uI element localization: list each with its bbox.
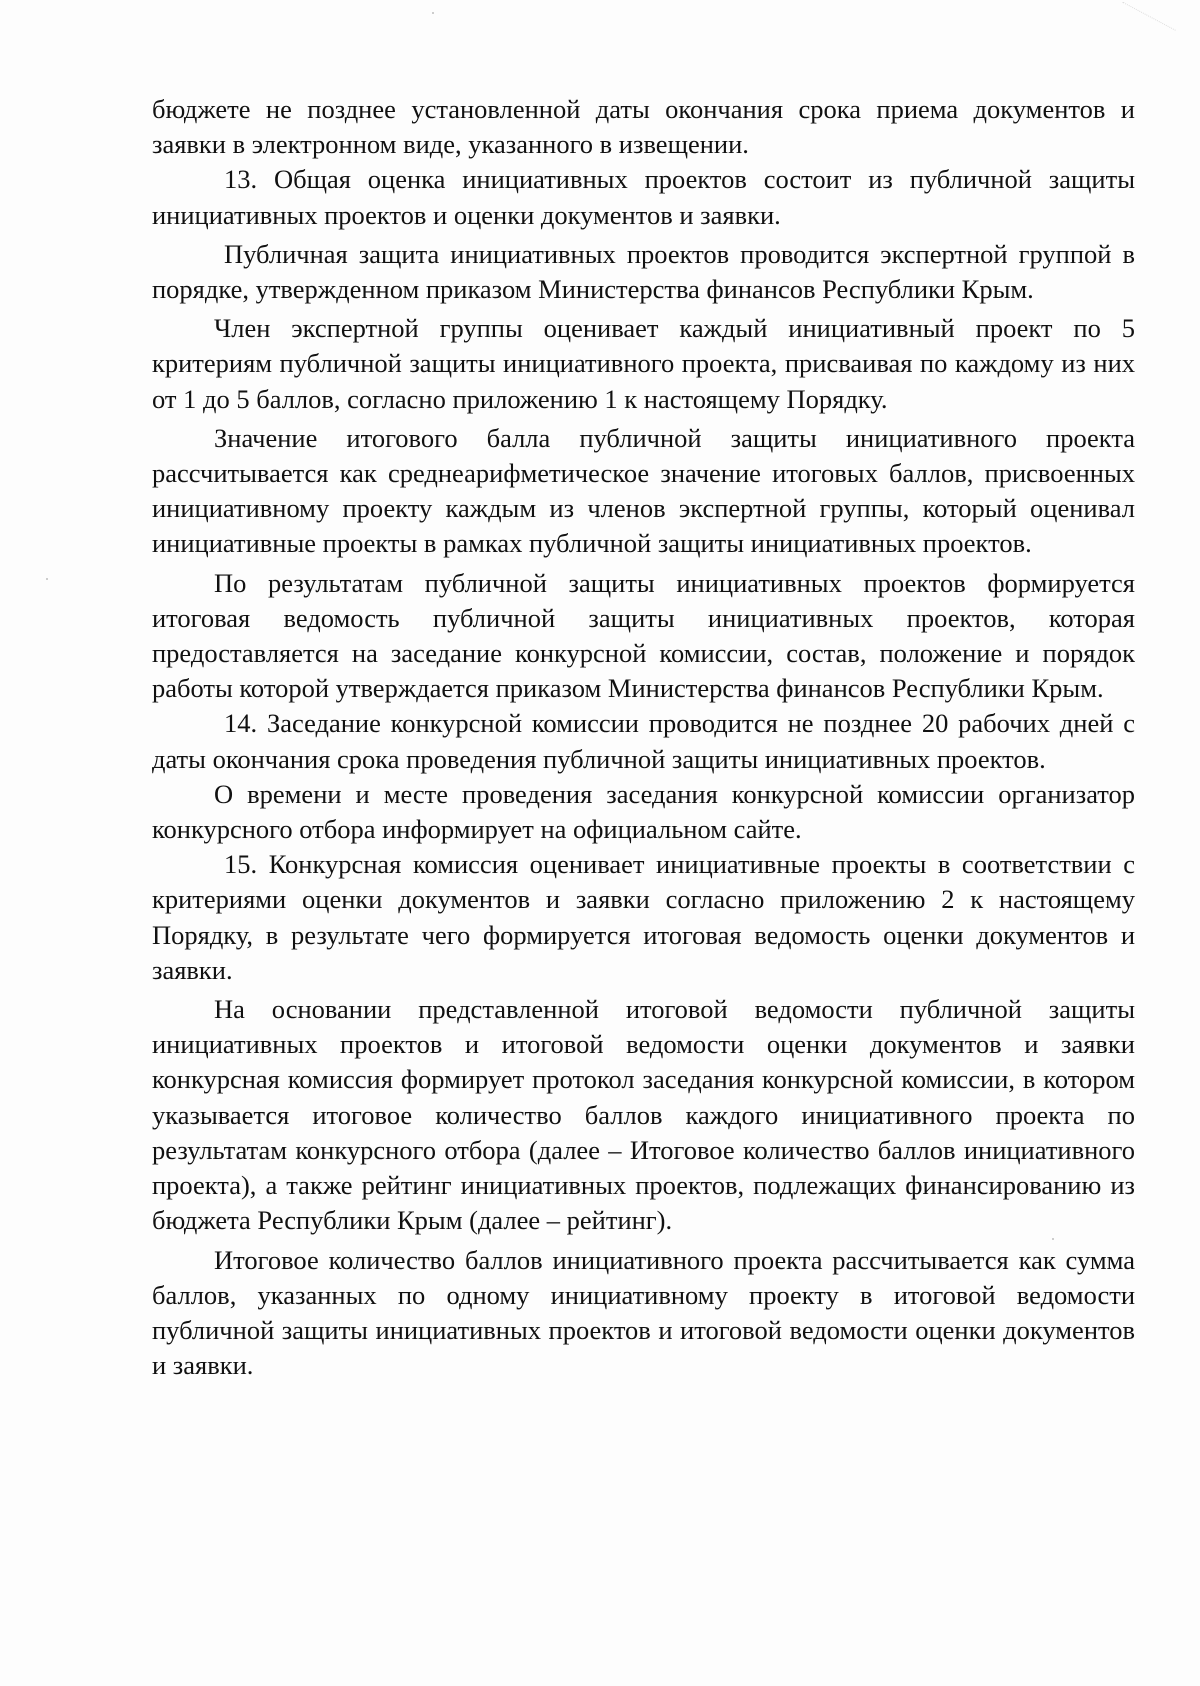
document-body <box>152 92 1135 1383</box>
paragraph-13: 13. Общая оценка инициативных проектов состоит из публичной защиты инициативных проектов и оценки документов и заявки. <box>152 164 1135 230</box>
scan-speck <box>46 578 48 580</box>
paragraph-total-points: Итоговое количество баллов инициативного проекта рассчитывается как сумма баллов, указанных по одному инициативному проекту в итоговой ведомости публичной защиты инициативных проектов и итоговой ведомости оценки документов и заявки. <box>152 1244 1135 1381</box>
paragraph-final-score: Значение итогового балла публичной защиты инициативного проекта рассчитывается как среднеарифметическое значение итоговых баллов, присвоенных инициативному проекту каждым из членов экспертной группы, который оценивал инициативные проекты в рамках публичной защиты инициативных проектов. <box>152 422 1135 559</box>
paragraph-public-defense: Публичная защита инициативных проектов проводится экспертной группой в порядке, утвержденном приказом Министерства финансов Республики Крым. <box>152 238 1135 305</box>
paragraph-14: 14. Заседание конкурсной комиссии проводится не позднее 20 рабочих дней с даты окончания срока проведения публичной защиты инициативных проектов. <box>152 708 1135 774</box>
paragraph-continuation: бюджете не позднее установленной даты окончания срока приема документов и заявки в электронном виде, указанного в извещении. <box>152 94 1135 160</box>
paragraph-protocol: На основании представленной итоговой ведомости публичной защиты инициативных проектов и итоговой ведомости оценки документов и заявки конкурсная комиссия формирует протокол заседания конкурсной комиссии, в котором указывается итоговое количество баллов каждого инициативного проекта по результатам конкурсного отбора (далее – Итоговое количество баллов инициативного проекта), а также рейтинг инициативных проектов, подлежащих финансированию из бюджета Республики Крым (далее – рейтинг). <box>152 994 1135 1236</box>
paragraph-expert-member: Член экспертной группы оценивает каждый инициативный проект по 5 критериям публичной защиты инициативного проекта, присваивая по каждому из них от 1 до 5 баллов, согласно приложению 1 к настоящему Порядку. <box>152 313 1135 414</box>
scan-artifact <box>1108 2 1176 58</box>
paragraph-15: 15. Конкурсная комиссия оценивает инициативные проекты в соответствии с критериями оценки документов и заявки согласно приложению 2 к настоящему Порядку, в результате чего формируется итоговая ведомость оценки документов и заявки. <box>152 849 1135 985</box>
paragraph-results-statement: По результатам публичной защиты инициативных проектов формируется итоговая ведомость публичной защиты инициативных проектов, которая предоставляется на заседание конкурсной комиссии, состав, положение и порядок работы которой утверждается приказом Министерства финансов Республики Крым. <box>152 567 1135 704</box>
scan-speck <box>432 12 434 14</box>
paragraph-meeting-time: О времени и месте проведения заседания конкурсной комиссии организатор конкурсного отбора информирует на официальном сайте. <box>152 778 1135 845</box>
